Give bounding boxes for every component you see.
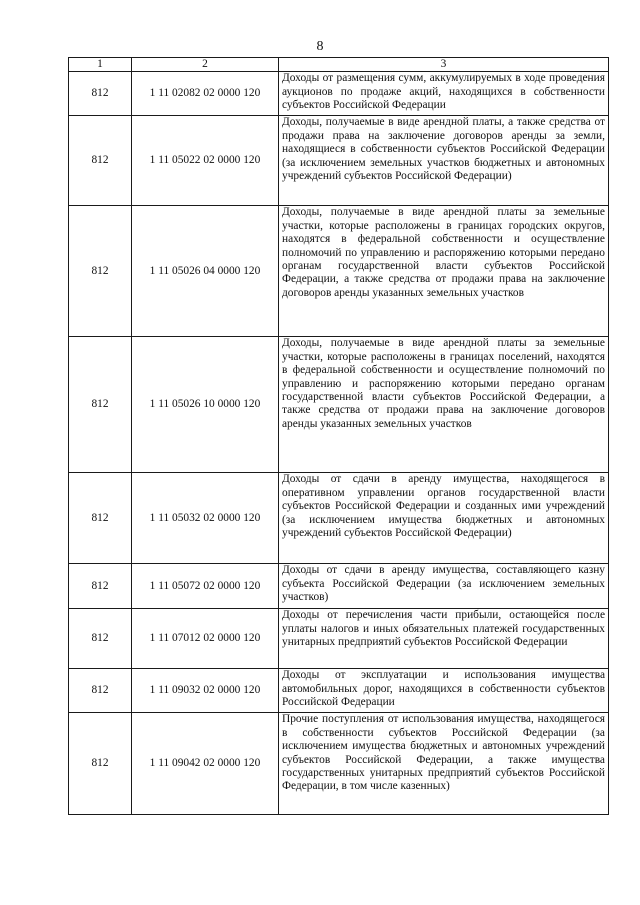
admin-code-cell: 812 <box>69 713 132 815</box>
revenue-name-cell: Доходы от эксплуатации и использования имущества автомобильных дорог, находящихся в собственности субъектов Российской Федерации <box>279 669 609 713</box>
budget-code-cell: 1 11 09032 02 0000 120 <box>132 669 279 713</box>
revenue-name-cell: Прочие поступления от использования имущества, находящегося в собственности субъектов Российской Федерации (за исключением имущества бюджетных и автономных учреждений субъектов Российской Федерации, а также имущества государственных унитарных предприятий субъектов Российской Федерации, в том числе казенных) <box>279 713 609 815</box>
admin-code-cell: 812 <box>69 206 132 337</box>
budget-code-cell: 1 11 05022 02 0000 120 <box>132 116 279 206</box>
table-row <box>69 564 609 609</box>
table-row <box>69 609 609 669</box>
admin-code-cell: 812 <box>69 72 132 116</box>
budget-code-cell: 1 11 05026 10 0000 120 <box>132 337 279 473</box>
table-row <box>69 116 609 206</box>
revenue-name-cell: Доходы, получаемые в виде арендной платы, а также средства от продажи права на заключение договоров аренды за земли, находящиеся в собственности субъектов Российской Федерации (за исключением земельных участков бюджетных и автономных учреждений субъектов Российской Федерации) <box>279 116 609 206</box>
revenue-name-cell: Доходы от сдачи в аренду имущества, находящегося в оперативном управлении органов государственной власти субъектов Российской Федерации и созданных ими учреждений (за исключением имущества бюджетных и автономных учреждений субъектов Российской Федерации) <box>279 473 609 564</box>
budget-code-cell: 1 11 05032 02 0000 120 <box>132 473 279 564</box>
budget-code-cell: 1 11 02082 02 0000 120 <box>132 72 279 116</box>
revenue-name-cell: Доходы от перечисления части прибыли, остающейся после уплаты налогов и иных обязательных платежей государственных унитарных предприятий субъектов Российской Федерации <box>279 609 609 669</box>
admin-code-cell: 812 <box>69 669 132 713</box>
admin-code-cell: 812 <box>69 116 132 206</box>
revenue-name-cell: Доходы от размещения сумм, аккумулируемых в ходе проведения аукционов по продаже акций, находящихся в собственности субъектов Российской Федерации <box>279 72 609 116</box>
table-row <box>69 337 609 473</box>
admin-code-cell: 812 <box>69 609 132 669</box>
budget-code-cell: 1 11 05026 04 0000 120 <box>132 206 279 337</box>
header-col-2: 2 <box>132 58 279 72</box>
admin-code-cell: 812 <box>69 473 132 564</box>
table-header-row <box>69 58 609 72</box>
page-number: 8 <box>316 39 324 54</box>
admin-code-cell: 812 <box>69 564 132 609</box>
revenue-name-cell: Доходы от сдачи в аренду имущества, составляющего казну субъекта Российской Федерации (за исключением земельных участков) <box>279 564 609 609</box>
table-row <box>69 72 609 116</box>
admin-code-cell: 812 <box>69 337 132 473</box>
table-row <box>69 713 609 815</box>
revenue-name-cell: Доходы, получаемые в виде арендной платы за земельные участки, которые расположены в границах городских округов, находятся в федеральной собственности и осуществление полномочий по управлению и распоряжению которыми передано органам государственной власти субъектов Российской Федерации, а также средства от продажи права на заключение договоров аренды указанных земельных участков <box>279 206 609 337</box>
budget-code-cell: 1 11 07012 02 0000 120 <box>132 609 279 669</box>
table-row <box>69 669 609 713</box>
table-row <box>69 206 609 337</box>
header-col-3: 3 <box>279 58 609 72</box>
budget-code-cell: 1 11 09042 02 0000 120 <box>132 713 279 815</box>
revenue-name-cell: Доходы, получаемые в виде арендной платы за земельные участки, которые расположены в границах поселений, находятся в федеральной собственности и осуществление полномочий по управлению и распоряжению которыми передано органам государственной власти субъектов Российской Федерации, а также средства от продажи права на заключение договоров аренды указанных земельных участков <box>279 337 609 473</box>
budget-code-cell: 1 11 05072 02 0000 120 <box>132 564 279 609</box>
header-col-1: 1 <box>69 58 132 72</box>
table-row <box>69 473 609 564</box>
revenue-codes-table <box>68 57 609 815</box>
